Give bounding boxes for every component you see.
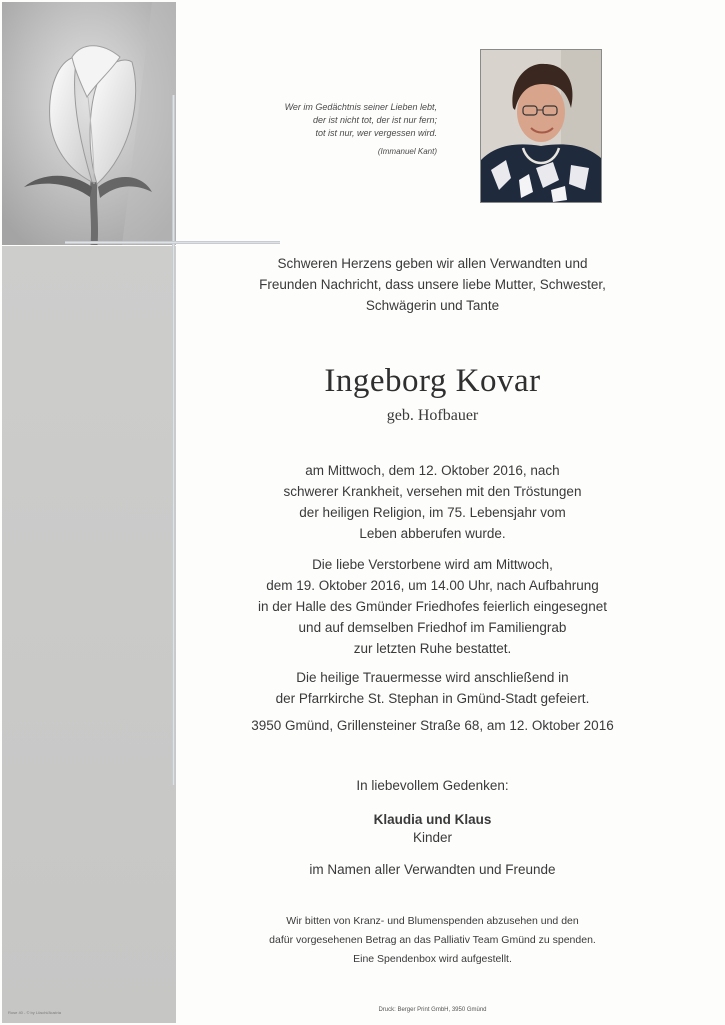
cross-vertical-bar <box>172 95 175 785</box>
funeral-line: in der Halle des Gmünder Friedhofes feierlich eingesegnet <box>258 599 607 614</box>
intro-line: Freunden Nachricht, dass unsere liebe Mutter, Schwester, <box>259 277 606 292</box>
intro-line: Schweren Herzens geben wir allen Verwandten und <box>277 256 588 271</box>
quote-line: der ist nicht tot, der ist nur fern; <box>312 115 437 125</box>
notice-line: der heiligen Religion, im 75. Lebensjahr vom <box>299 505 566 520</box>
quote-line: tot ist nur, wer vergessen wird. <box>315 128 437 138</box>
mass-text <box>180 667 685 709</box>
funeral-line: dem 19. Oktober 2016, um 14.00 Uhr, nach Aufbahrung <box>266 578 599 593</box>
intro-line: Schwägerin und Tante <box>365 298 500 313</box>
deceased-name: Ingeborg Kovar <box>324 363 541 399</box>
rose-icon <box>2 2 176 245</box>
maiden-name: geb. Hofbauer <box>386 407 479 424</box>
quote-author: (Immanuel Kant) <box>377 147 437 156</box>
funeral-line: und auf demselben Friedhof im Familiengrab <box>298 620 567 635</box>
grey-side-band <box>2 246 176 1023</box>
intro-text <box>180 253 685 316</box>
notice-line: am Mittwoch, dem 12. Oktober 2016, nach <box>305 463 560 478</box>
donation-line: dafür vorgesehenen Betrag an das Palliativ Team Gmünd zu spenden. <box>269 934 596 946</box>
mass-line: Die heilige Trauermesse wird anschließend in <box>296 670 569 685</box>
image-credit: Rose 40 - © by Lüschi/Austria <box>8 1010 61 1015</box>
cross-horizontal-bar <box>65 241 280 244</box>
memorial-quote <box>232 101 437 158</box>
memory-line: In liebevollem Gedenken: <box>356 778 509 793</box>
donation-line: Wir bitten von Kranz- und Blumenspenden abzusehen und den <box>286 915 579 927</box>
donation-line: Eine Spendenbox wird aufgestellt. <box>353 953 512 965</box>
mass-line: der Pfarrkirche St. Stephan in Gmünd-Stadt gefeiert. <box>275 691 590 706</box>
portrait-icon <box>481 50 601 202</box>
family-line: im Namen aller Verwandten und Freunde <box>309 862 556 877</box>
mourners-block <box>180 811 685 847</box>
mourner-names: Klaudia und Klaus <box>373 812 492 827</box>
mourner-relation: Kinder <box>412 830 453 845</box>
notice-line: Leben abberufen wurde. <box>359 526 506 541</box>
place-date: 3950 Gmünd, Grillensteiner Straße 68, am 12. Oktober 2016 <box>251 718 614 733</box>
quote-line: Wer im Gedächtnis seiner Lieben lebt, <box>284 102 437 112</box>
printer-credit: Druck: Berger Print GmbH, 3950 Gmünd <box>378 1007 487 1013</box>
notice-line: schwerer Krankheit, versehen mit den Tröstungen <box>283 484 582 499</box>
funeral-text <box>180 554 685 659</box>
white-rose-image <box>2 2 176 245</box>
death-notice-text <box>180 460 685 544</box>
funeral-line: zur letzten Ruhe bestattet. <box>353 641 512 656</box>
donation-request <box>180 912 685 969</box>
portrait-photo <box>480 49 602 203</box>
funeral-line: Die liebe Verstorbene wird am Mittwoch, <box>312 557 553 572</box>
